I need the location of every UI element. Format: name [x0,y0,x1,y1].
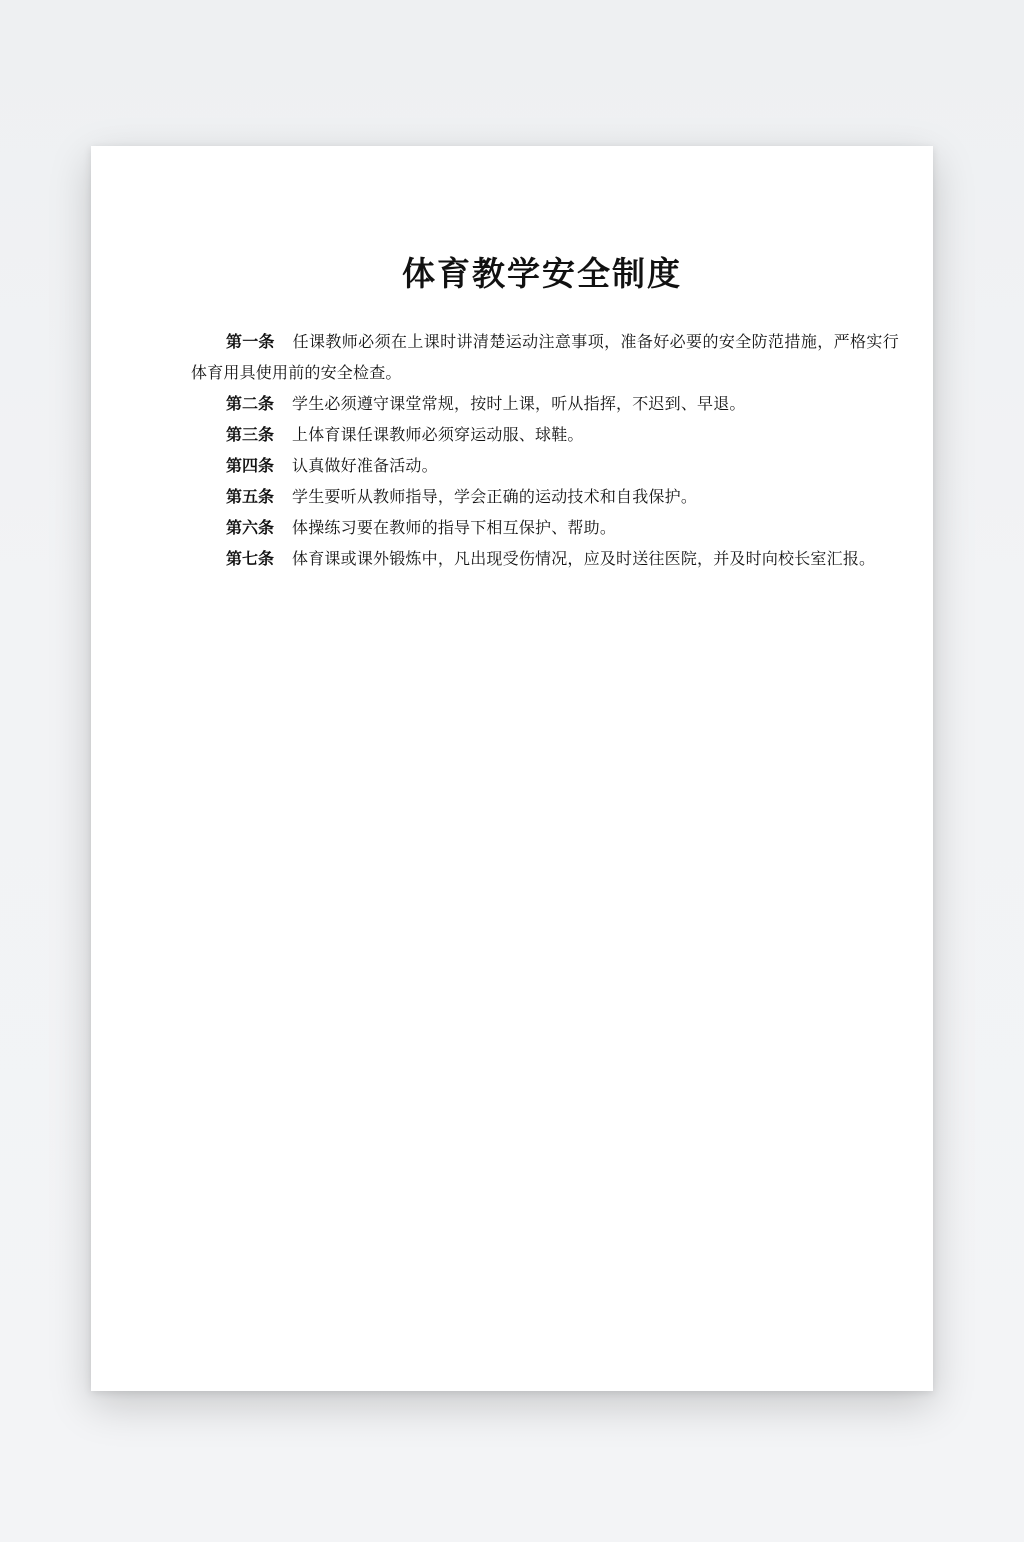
article-7 [191,543,899,574]
article-label: 第一条 [226,332,275,351]
article-list [191,326,899,574]
article-text: 认真做好准备活动。 [292,456,438,475]
article-text: 任课教师必须在上课时讲清楚运动注意事项，准备好必要的安全防范措施，严格实行体育用具使用前的安全检查。 [191,332,899,382]
article-text: 体育课或课外锻炼中，凡出现受伤情况，应及时送往医院，并及时向校长室汇报。 [292,549,876,568]
article-label: 第七条 [226,549,275,568]
article-6 [191,512,899,543]
article-label: 第六条 [226,518,275,537]
article-label: 第四条 [226,456,275,475]
article-1 [191,326,899,388]
article-4 [191,450,899,481]
article-text: 上体育课任课教师必须穿运动服、球鞋。 [292,425,584,444]
article-text: 学生要听从教师指导，学会正确的运动技术和自我保护。 [292,487,698,506]
document-page [91,146,933,1391]
article-3 [191,419,899,450]
article-5 [191,481,899,512]
article-text: 体操练习要在教师的指导下相互保护、帮助。 [292,518,617,537]
article-label: 第二条 [226,394,275,413]
page-title: 体育教学安全制度 [402,254,682,293]
article-label: 第五条 [226,487,275,506]
article-2 [191,388,899,419]
article-text: 学生必须遵守课堂常规，按时上课，听从指挥，不迟到、早退。 [292,394,746,413]
article-label: 第三条 [226,425,275,444]
